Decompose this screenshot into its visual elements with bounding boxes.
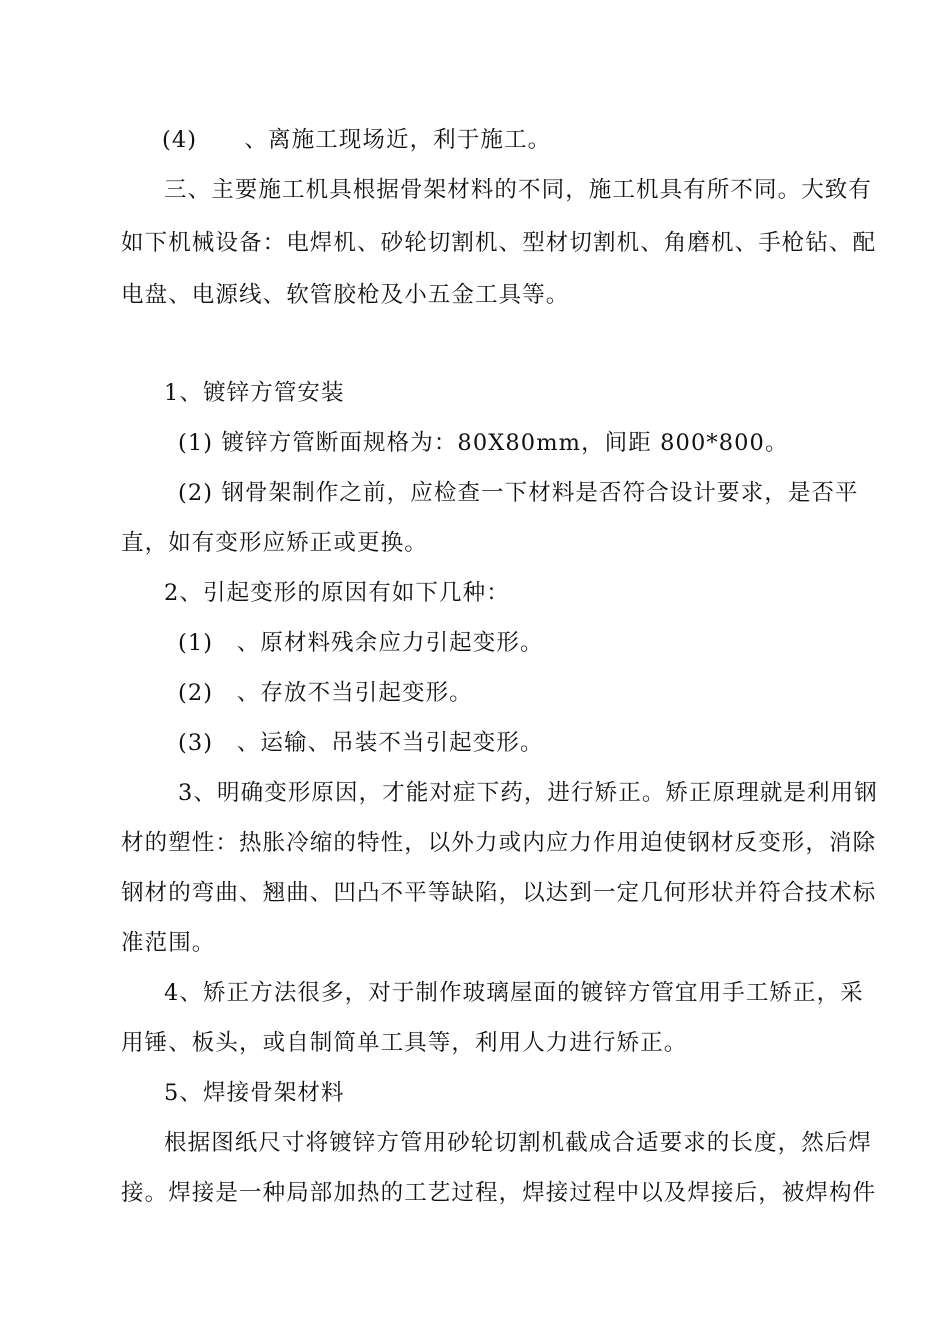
welding-paragraph-line-2: 接。焊接是一种局部加热的工艺过程，焊接过程中以及焊接后，被焊构件: [121, 1180, 877, 1206]
paragraph-4-methods-line-1: 4、矫正方法很多，对于制作玻璃屋面的镀锌方管宜用手工矫正，采: [164, 980, 864, 1006]
paragraph-3-correction-line-1: 3、明确变形原因，才能对症下药，进行矫正。矫正原理就是利用钢: [178, 780, 878, 806]
paragraph-4-methods-line-2: 用锤、板头，或自制简单工具等，利用人力进行矫正。: [121, 1030, 688, 1056]
cause-3-transport-hoisting: (3) 、运输、吊装不当引起变形。: [178, 730, 544, 756]
section-3-paragraph-line-2: 如下机械设备：电焊机、砂轮切割机、型材切割机、角磨机、手枪钻、配: [121, 230, 877, 256]
section-3-paragraph-line-1: 三、主要施工机具根据骨架材料的不同，施工机具有所不同。大致有: [164, 177, 873, 203]
heading-galvanized-tube-install: 1、镀锌方管安装: [164, 380, 345, 406]
paragraph-3-correction-line-4: 准范围。: [121, 930, 216, 956]
item-2-check-material-line-1: (2) 钢骨架制作之前，应检查一下材料是否符合设计要求，是否平: [178, 480, 859, 506]
heading-deformation-causes: 2、引起变形的原因有如下几种：: [164, 580, 510, 606]
paragraph-3-correction-line-2: 材的塑性：热胀冷缩的特性，以外力或内应力作用迫使钢材反变形，消除: [121, 830, 877, 856]
welding-paragraph-line-1: 根据图纸尺寸将镀锌方管用砂轮切割机截成合适要求的长度，然后焊: [164, 1130, 873, 1156]
paragraph-3-correction-line-3: 钢材的弯曲、翘曲、凹凸不平等缺陷，以达到一定几何形状并符合技术标: [121, 880, 877, 906]
item-2-check-material-line-2: 直，如有变形应矫正或更换。: [121, 530, 428, 556]
list-item-4-site-proximity: (4) 、离施工现场近，利于施工。: [162, 127, 552, 153]
cause-1-residual-stress: (1) 、原材料残余应力引起变形。: [178, 630, 544, 656]
section-3-paragraph-line-3: 电盘、电源线、软管胶枪及小五金工具等。: [121, 282, 570, 308]
item-1-section-spec: (1) 镀锌方管断面规格为：80X80mm，间距 800*800。: [178, 430, 789, 456]
cause-2-improper-storage: (2) 、存放不当引起变形。: [178, 680, 473, 706]
heading-welding-frame: 5、焊接骨架材料: [164, 1080, 345, 1106]
